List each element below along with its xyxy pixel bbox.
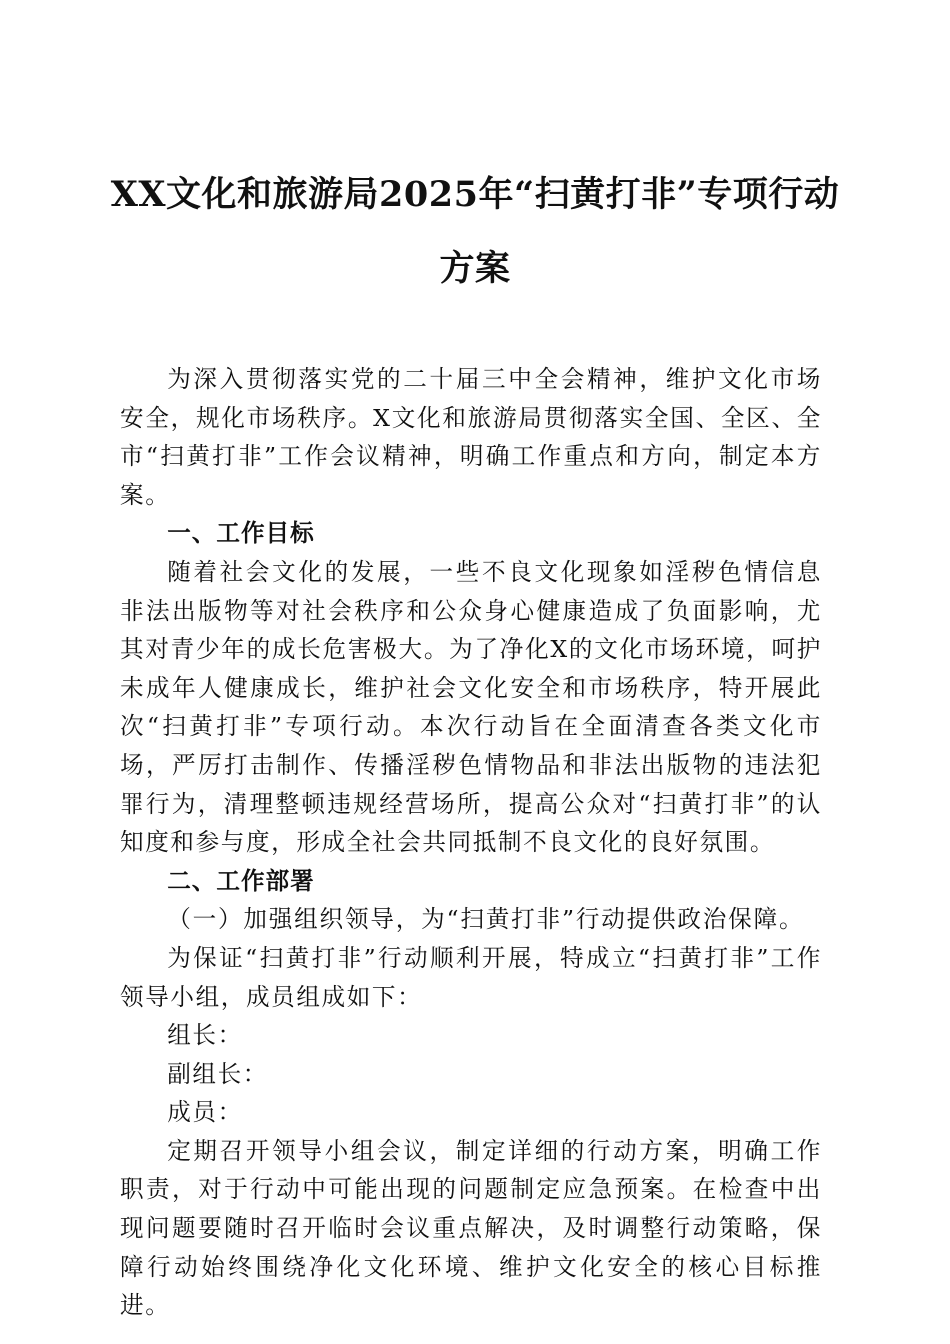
section-heading-deployment: 二、工作部署 [167,866,315,895]
document-title: XX文化和旅游局2025年“扫黄打非”专项行动方案 [110,174,840,289]
intro-paragraph: 为深入贯彻落实党的二十届三中全会精神，维护文化市场安全，规化市场秩序。X文化和旅游局贯彻落实全国、全区、全市“扫黄打非”工作会议精神，明确工作重点和方向，制定本方案。 [120,365,822,509]
leader-line: 组长： [167,1021,243,1050]
members-line: 成员： [167,1098,243,1127]
goals-paragraph: 随着社会文化的发展，一些不良文化现象如淫秽色情信息非法出版物等对社会秩序和公众身心健康造成了负面影响，尤其对青少年的成长危害极大。为了净化X的文化市场环境，呵护未成年人健康成长，维护社会文化安全和市场秩序，特开展此次“扫黄打非”专项行动。本次行动旨在全面清查各类文化市场，严厉打击制作、传播淫秽色情物品和非法出版物的违法犯罪行为，清理整顿违规经营场所，提高公众对“扫黄打非”的认知度和参与度，形成全社会共同抵制不良文化的良好氛围。 [120,557,822,857]
subsection-heading-leadership: （一）加强组织领导，为“扫黄打非”行动提供政治保障。 [167,905,805,934]
section-heading-goals: 一、工作目标 [167,519,315,548]
closing-paragraph: 定期召开领导小组会议，制定详细的行动方案，明确工作职责，对于行动中可能出现的问题制定应急预案。在检查中出现问题要随时召开临时会议重点解决，及时调整行动策略，保障行动始终围绕净化文化环境、维护文化安全的核心目标推进。 [120,1136,822,1320]
group-intro-paragraph: 为保证“扫黄打非”行动顺利开展，特成立“扫黄打非”工作领导小组，成员组成如下： [120,943,822,1011]
document-body [120,360,822,1325]
deputy-leader-line: 副组长： [167,1059,268,1088]
